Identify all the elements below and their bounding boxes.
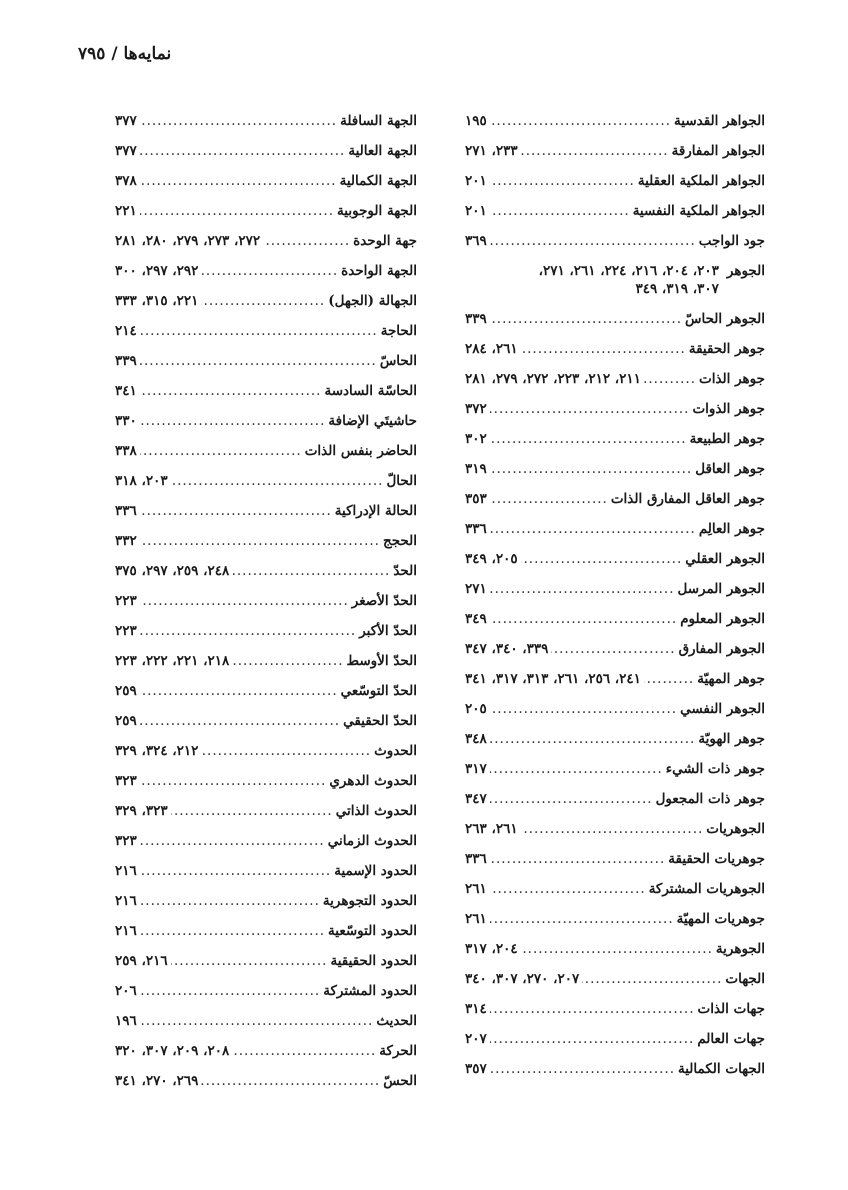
dot-leader — [140, 892, 320, 910]
index-term: الجوهرية — [715, 941, 765, 957]
index-term: جوهر الذوات — [692, 401, 765, 417]
index-term: الجوهر — [726, 263, 765, 279]
page-numbers: ٢٠٤، ٣١٧ — [465, 941, 518, 957]
index-term: الحسّ — [383, 1073, 417, 1089]
index-term: جوهر العاقل المفارق الذات — [610, 491, 765, 507]
page-numbers: ٢١٦ — [115, 923, 137, 939]
dot-leader — [490, 460, 692, 478]
index-term: الحاسّة السادسة — [324, 383, 417, 399]
dot-leader — [140, 352, 377, 370]
page-numbers: ٢٦١، ٢٨٤ — [465, 341, 518, 357]
index-entry — [115, 620, 417, 650]
dot-leader — [140, 112, 337, 130]
index-entry — [115, 890, 417, 920]
dot-leader — [140, 322, 378, 340]
page-numbers: ٢٣٣، ٢٧١ — [465, 143, 518, 159]
index-entry — [465, 908, 765, 938]
dot-leader — [490, 202, 630, 220]
index-entry — [115, 290, 417, 320]
index-term: الحدوث الذاتي — [335, 803, 417, 819]
index-entry — [115, 500, 417, 530]
page-numbers: ٢١٦ — [115, 893, 137, 909]
index-entry — [115, 470, 417, 500]
page-numbers: ٢٠١ — [465, 173, 487, 189]
index-term: الحاضر بنفس الذات — [304, 443, 417, 459]
index-term: جوهريات الحقيقة — [668, 851, 765, 867]
dot-leader — [490, 610, 677, 628]
index-term: الجوهر الحاسّ — [685, 311, 765, 327]
index-entry — [115, 560, 417, 590]
index-term: جوهر العاقل — [695, 461, 765, 477]
index-entry — [115, 230, 417, 260]
index-entry — [115, 800, 417, 830]
index-entry — [115, 950, 417, 980]
index-term: جود الواجب — [698, 233, 765, 249]
page-numbers: ٣١٤ — [465, 1001, 487, 1017]
index-term: جوهر الطبيعة — [689, 431, 765, 447]
page-numbers: ٣٣٦ — [465, 851, 487, 867]
index-term: الحدود المشتركة — [323, 983, 417, 999]
page-numbers: ٢٠٨، ٢٠٩، ٣٠٧، ٣٢٠ — [115, 1043, 230, 1059]
page-numbers: ٣٥٣ — [465, 491, 487, 507]
index-term: الحدّ الحقيقي — [343, 713, 417, 729]
page-numbers: ٣٧٢ — [465, 401, 487, 417]
index-entry — [115, 200, 417, 230]
page-numbers: ٢٠٧، ٢٧٠، ٣٠٧، ٣٤٠ — [465, 971, 580, 987]
page-numbers: ٣٣٠ — [115, 413, 137, 429]
dot-leader — [521, 142, 669, 160]
index-term: الحدود الحقيقية — [330, 953, 417, 969]
dot-leader — [140, 862, 331, 880]
index-entry — [465, 818, 765, 848]
page-numbers: ٢٦١ — [465, 911, 487, 927]
index-term: الحدّ الأصغر — [351, 593, 417, 609]
dot-leader — [140, 682, 338, 700]
index-column-right — [465, 110, 765, 1088]
index-term: الجوهر المفارق — [678, 641, 765, 657]
page-numbers: ٢٦٩، ٢٧٠، ٣٤١ — [115, 1073, 199, 1089]
dot-leader — [490, 1030, 695, 1048]
page-numbers: ٢٩٢، ٢٩٧، ٣٠٠ — [115, 263, 199, 279]
index-entry — [465, 848, 765, 878]
page-numbers: ٢٠٥، ٣٤٩ — [465, 551, 518, 567]
index-term: الجهات — [725, 971, 765, 987]
index-term: الحدود الإسمية — [334, 863, 417, 879]
page-title: نمايه‌ها / ٧٩٥ — [78, 44, 172, 64]
dot-leader — [263, 232, 350, 250]
index-term: الحدّ — [393, 563, 417, 579]
index-entry — [465, 200, 765, 230]
dot-leader — [490, 880, 646, 898]
dot-leader — [521, 820, 704, 838]
dot-leader — [490, 1000, 695, 1018]
index-term: جوهر المهيّة — [697, 671, 765, 687]
index-term: الحركة — [379, 1043, 417, 1059]
page-numbers: ٢٠٣، ٢٠٤، ٢١٦، ٢٢٤، ٢٦١، ٢٧١، ٣٠٧، ٣١٩، ٣٤٩ — [538, 263, 719, 297]
page-numbers: ٣٧٨ — [115, 173, 137, 189]
index-entry — [115, 650, 417, 680]
page-numbers: ٣٤٩ — [465, 611, 487, 627]
index-term: الجوهر العقلي — [685, 551, 765, 567]
index-entry — [115, 110, 417, 140]
dot-leader — [490, 400, 690, 418]
index-entry — [465, 170, 765, 200]
dot-leader — [490, 580, 675, 598]
index-term: الحدوث — [374, 743, 417, 759]
page-numbers: ٢٠٦ — [115, 983, 137, 999]
index-term: الجواهر الملكية النفسية — [632, 203, 765, 219]
index-entry — [465, 1028, 765, 1058]
index-entry — [465, 698, 765, 728]
page-numbers: ٣٣٩، ٣٤٠، ٣٤٧ — [465, 641, 549, 657]
page-numbers: ٢٧٢، ٢٧٣، ٢٧٩، ٢٨٠، ٢٨١ — [115, 233, 261, 249]
index-entry — [115, 260, 417, 290]
index-term: جوهر العالِم — [698, 521, 765, 537]
index-entry — [115, 680, 417, 710]
index-entry — [465, 788, 765, 818]
index-term: الحجج — [382, 533, 417, 549]
index-entry — [465, 968, 765, 998]
index-entry — [465, 998, 765, 1028]
dot-leader — [232, 1042, 376, 1060]
page-numbers: ٢٤٨، ٢٥٩، ٢٩٧، ٣٧٥ — [115, 563, 230, 579]
dot-leader — [140, 382, 322, 400]
index-entry — [115, 920, 417, 950]
index-entry — [465, 110, 765, 140]
index-entry — [465, 758, 765, 788]
dot-leader — [201, 1072, 380, 1090]
index-term: الحالة الإدراكية — [334, 503, 417, 519]
index-term: جهات العالم — [697, 1031, 765, 1047]
index-term: جوهر الهويّة — [698, 731, 765, 747]
page-numbers: ٣١٧ — [465, 761, 487, 777]
page-numbers: ٣٣٦ — [115, 503, 137, 519]
index-entry — [115, 320, 417, 350]
dot-leader — [490, 910, 674, 928]
index-entry — [465, 308, 765, 338]
dot-leader — [490, 760, 663, 778]
dot-leader — [490, 430, 687, 448]
dot-leader — [644, 670, 694, 688]
dot-leader — [201, 292, 325, 310]
page-numbers: ٢٧١ — [465, 581, 487, 597]
dot-leader — [140, 832, 325, 850]
index-term: حاشيتَي الإضافة — [328, 413, 417, 429]
page-numbers: ٣٢٣، ٣٢٩ — [115, 803, 168, 819]
page-numbers: ٣٣٦ — [465, 521, 487, 537]
page-numbers: ٣٤٨ — [465, 731, 487, 747]
index-term: الجواهر المفارقة — [671, 143, 765, 159]
dot-leader — [490, 172, 635, 190]
index-term: الحدّ الأكبر — [359, 623, 417, 639]
index-entry — [115, 140, 417, 170]
index-term: الحدّ الأوسط — [346, 653, 417, 669]
page-numbers: ٢٠١ — [465, 203, 487, 219]
index-entry — [115, 860, 417, 890]
page-numbers: ٢٠٧ — [465, 1031, 487, 1047]
index-entry — [465, 578, 765, 608]
dot-leader — [582, 970, 722, 988]
dot-leader — [140, 1012, 374, 1030]
page-numbers: ٢٠٥ — [465, 701, 487, 717]
index-entry — [115, 1040, 417, 1070]
index-term: الحالّ — [386, 473, 417, 489]
index-term: الجهات الكمالية — [678, 1061, 765, 1077]
index-entry — [465, 140, 765, 170]
index-term: الحدوث الزماني — [327, 833, 417, 849]
index-term: الجوهر المرسل — [677, 581, 765, 597]
dot-leader — [490, 790, 653, 808]
page-numbers: ٣٣٨ — [115, 443, 137, 459]
index-entry — [115, 350, 417, 380]
page-numbers: ٣٦٩ — [465, 233, 487, 249]
index-term: الحديث — [376, 1013, 417, 1029]
index-column-left — [115, 110, 417, 1100]
page-numbers: ٢١٤ — [115, 323, 137, 339]
index-term: الحدوث الدهري — [329, 773, 417, 789]
page-numbers: ٢٢٣ — [115, 593, 137, 609]
dot-leader — [140, 922, 325, 940]
page-numbers: ٣٠٢ — [465, 431, 487, 447]
index-entry — [115, 710, 417, 740]
index-term: الجهة العالية — [348, 143, 417, 159]
index-term: الجواهر الملكية العقلية — [637, 173, 765, 189]
dot-leader — [490, 520, 696, 538]
page-numbers: ٢٢٣ — [115, 623, 137, 639]
index-term: الحدّ التوسّعي — [340, 683, 417, 699]
index-entry — [115, 980, 417, 1010]
index-term: الجهة الواحدة — [341, 263, 417, 279]
dot-leader — [201, 262, 338, 280]
index-entry — [465, 338, 765, 368]
index-entry — [115, 590, 417, 620]
index-term: الجواهر القدسية — [674, 113, 765, 129]
index-term: الجهة الوجوبية — [337, 203, 417, 219]
page-numbers: ٢٥٩ — [115, 683, 137, 699]
page-numbers: ٢٢١ — [115, 203, 137, 219]
dot-leader — [490, 232, 696, 250]
dot-leader — [232, 652, 343, 670]
index-entry — [465, 1058, 765, 1088]
dot-leader — [644, 370, 696, 388]
index-entry — [115, 830, 417, 860]
page-numbers: ١٩٥ — [465, 113, 487, 129]
index-term: الجهة السافلة — [340, 113, 417, 129]
page-numbers: ٢٥٩ — [115, 713, 137, 729]
dot-leader — [201, 742, 371, 760]
index-term: الجوهر النفسي — [680, 701, 765, 717]
dot-leader — [140, 982, 320, 1000]
page-numbers: ٣١٩ — [465, 461, 487, 477]
index-entry — [465, 728, 765, 758]
dot-leader — [140, 712, 340, 730]
index-term: الحاسّ — [379, 353, 417, 369]
index-term: جهة الوحدة — [353, 233, 417, 249]
dot-leader — [171, 952, 328, 970]
dot-leader — [490, 310, 682, 328]
dot-leader — [171, 472, 384, 490]
dot-leader — [490, 112, 671, 130]
page-numbers: ٣٥٧ — [465, 1061, 487, 1077]
index-term: جوهر ذات الشيء — [665, 761, 765, 777]
index-entry — [465, 938, 765, 968]
page-numbers: ٣٣٩ — [465, 311, 487, 327]
index-entry — [115, 440, 417, 470]
index-term: الحاجة — [380, 323, 417, 339]
dot-leader — [490, 850, 666, 868]
index-entry — [465, 230, 765, 260]
dot-leader — [490, 700, 677, 718]
page-numbers: ٣٣٢ — [115, 533, 137, 549]
index-entry — [115, 530, 417, 560]
page-numbers: ٣٤٧ — [465, 791, 487, 807]
index-entry — [115, 380, 417, 410]
page-numbers: ٢٠٣، ٣١٨ — [115, 473, 168, 489]
index-entry — [115, 1010, 417, 1040]
index-term: جوهر الحقيقة — [688, 341, 765, 357]
page-header — [78, 44, 171, 64]
index-term: جوهر ذات المجعول — [655, 791, 765, 807]
index-term: الجوهريات المشتركة — [648, 881, 765, 897]
index-entry — [465, 878, 765, 908]
dot-leader — [490, 1060, 675, 1078]
dot-leader — [171, 802, 333, 820]
dot-leader — [521, 940, 713, 958]
index-entry — [115, 1070, 417, 1100]
dot-leader — [140, 772, 327, 790]
index-entry — [465, 488, 765, 518]
index-entry — [115, 170, 417, 200]
index-term: الجهة الكمالية — [339, 173, 417, 189]
page-numbers: ٢٢١، ٣١٥، ٣٣٣ — [115, 293, 199, 309]
index-term: الجهالة (الجهل) — [328, 293, 417, 309]
index-entry — [115, 770, 417, 800]
index-entry — [465, 518, 765, 548]
index-entry — [465, 260, 765, 308]
dot-leader — [551, 640, 675, 658]
index-term: جوهريات المهيّة — [676, 911, 765, 927]
dot-leader — [140, 172, 337, 190]
index-entry — [465, 398, 765, 428]
index-entry — [465, 458, 765, 488]
page-numbers: ٣٧٧ — [115, 143, 137, 159]
page-numbers: ٣٢٣ — [115, 773, 137, 789]
page-numbers: ٢٦١، ٢٦٣ — [465, 821, 518, 837]
dot-leader — [140, 532, 380, 550]
page-numbers: ٣٤١ — [115, 383, 137, 399]
dot-leader — [140, 592, 349, 610]
page-numbers: ٢١٨، ٢٢١، ٢٢٢، ٢٢٣ — [115, 653, 230, 669]
dot-leader — [521, 550, 683, 568]
index-entry — [115, 410, 417, 440]
page-numbers: ٣٣٩ — [115, 353, 137, 369]
page-numbers: ٢١١، ٢١٢، ٢٢٣، ٢٧٢، ٢٧٩، ٢٨١ — [465, 371, 641, 387]
dot-leader — [140, 502, 332, 520]
index-term: الجوهريات — [706, 821, 765, 837]
dot-leader — [521, 340, 686, 358]
dot-leader — [140, 622, 356, 640]
dot-leader — [140, 412, 326, 430]
dot-leader — [232, 562, 390, 580]
dot-leader — [140, 202, 334, 220]
index-entry — [465, 548, 765, 578]
dot-leader — [490, 490, 608, 508]
index-entry — [465, 608, 765, 638]
index-entry — [115, 740, 417, 770]
index-term: الجوهر المعلوم — [680, 611, 765, 627]
page-numbers: ٢٤١، ٢٥٦، ٢٦١، ٣١٣، ٣١٧، ٣٤١ — [465, 671, 641, 687]
dot-leader — [140, 142, 346, 160]
page-numbers: ٢١٦ — [115, 863, 137, 879]
page-numbers: ٢١٦، ٢٥٩ — [115, 953, 168, 969]
index-entry — [465, 638, 765, 668]
page-numbers: ٣٢٣ — [115, 833, 137, 849]
page-numbers: ٢٦١ — [465, 881, 487, 897]
dot-leader — [490, 730, 696, 748]
index-term: جوهر الذات — [699, 371, 765, 387]
page-numbers: ٢١٢، ٣٢٤، ٣٢٩ — [115, 743, 199, 759]
index-entry — [465, 428, 765, 458]
index-entry — [465, 668, 765, 698]
dot-leader — [140, 442, 302, 460]
index-term: الحدود التجوهرية — [322, 893, 417, 909]
index-term: الحدود التوسّعية — [328, 923, 417, 939]
index-entry — [465, 368, 765, 398]
index-term: جهات الذات — [697, 1001, 765, 1017]
page-numbers: ١٩٦ — [115, 1013, 137, 1029]
page-numbers: ٣٧٧ — [115, 113, 137, 129]
